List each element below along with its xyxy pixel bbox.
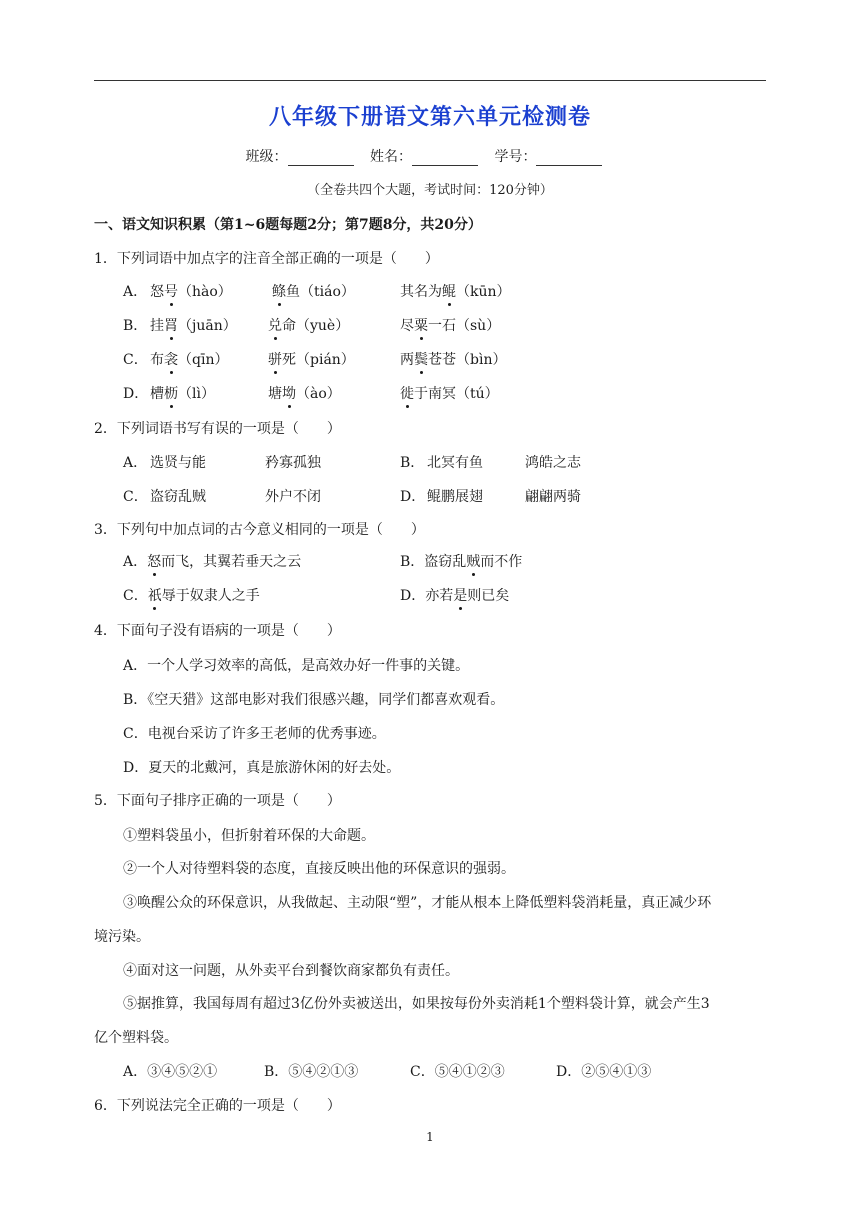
- q5-option-d: D．②⑤④①③: [556, 1064, 652, 1080]
- question-2-stem: 2．下列词语书写有误的一项是（ ）: [94, 421, 341, 437]
- q5-sentence-1: ①塑料袋虽小，但折射着环保的大命题。: [123, 828, 375, 844]
- q1-option-a-item2: 鲦鱼（tiáo）: [272, 281, 355, 301]
- student-info: [0, 146, 860, 166]
- q1-option-b-item3: 尽粟一石（sù）: [400, 315, 500, 335]
- q1-option-c-item1: 布衾（qīn）: [150, 349, 228, 369]
- q2-option-c-word1: 盗窃乱贼: [150, 489, 206, 505]
- question-5-stem: 5．下面句子排序正确的一项是（ ）: [94, 793, 341, 809]
- class-label: 班级：: [245, 149, 288, 165]
- q1-option-a-item3: 其名为鲲（kūn）: [400, 281, 511, 301]
- question-3-stem: 3．下列句中加点词的古今意义相同的一项是（ ）: [94, 522, 425, 538]
- q2-option-a-word2: 矜寡孤独: [265, 455, 321, 471]
- name-label: 姓名：: [370, 149, 412, 165]
- q2-option-c-letter: C．: [123, 489, 148, 505]
- name-blank: [412, 151, 478, 166]
- page-number: 1: [426, 1130, 434, 1144]
- page-title: 八年级下册语文第六单元检测卷: [268, 104, 591, 130]
- q2-option-d-word2: 翩翩两骑: [525, 489, 581, 505]
- q2-option-b-word1: 北冥有鱼: [427, 455, 483, 471]
- q1-option-b-item1: 挂罥（juān）: [150, 315, 237, 335]
- q3-option-d: D．亦若是则已矣: [400, 585, 509, 605]
- question-1-stem: 1．下列词语中加点字的注音全部正确的一项是（ ）: [94, 251, 439, 267]
- q4-option-a: A．一个人学习效率的高低，是高效办好一件事的关键。: [123, 658, 470, 674]
- q3-option-b: B．盗窃乱贼而不作: [400, 551, 522, 571]
- q5-sentence-5-cont: 亿个塑料袋。: [94, 1030, 178, 1046]
- header-rule: [94, 80, 766, 81]
- class-blank: [288, 151, 354, 166]
- q4-option-b: B．《空天猎》这部电影对我们很感兴趣，同学们都喜欢观看。: [123, 692, 505, 708]
- q1-option-a-letter: A．: [123, 284, 148, 300]
- q1-option-c-item2: 骈死（pián）: [268, 349, 355, 369]
- exam-note: （全卷共四个大题，考试时间：120分钟）: [307, 183, 553, 198]
- q1-option-d-item2: 塘坳（ào）: [268, 383, 341, 403]
- q5-option-b: B．⑤④②①③: [264, 1064, 359, 1080]
- q5-option-a: A．③④⑤②①: [123, 1064, 218, 1080]
- q2-option-a-word1: 选贤与能: [150, 455, 206, 471]
- q2-option-c-word2: 外户不闭: [265, 489, 321, 505]
- q2-option-d-letter: D．: [400, 489, 426, 505]
- q2-option-a-letter: A．: [123, 455, 148, 471]
- question-4-stem: 4．下面句子没有语病的一项是（ ）: [94, 623, 341, 639]
- q3-option-a: A．怒而飞，其翼若垂天之云: [123, 551, 301, 571]
- q4-option-c: C．电视台采访了许多王老师的优秀事迹。: [123, 726, 386, 742]
- q5-sentence-5: ⑤据推算，我国每周有超过3亿份外卖被送出，如果按每份外卖消耗1个塑料袋计算，就会产生3: [123, 996, 710, 1012]
- q1-option-a-item1: 怒号（hào）: [150, 281, 232, 301]
- section-heading: 一、语文知识积累（第1~6题每题2分；第7题8分，共20分）: [94, 217, 482, 233]
- id-label: 学号：: [494, 149, 537, 165]
- q5-sentence-4: ④面对这一问题，从外卖平台到餐饮商家都负有责任。: [123, 963, 459, 979]
- question-6-stem: 6．下列说法完全正确的一项是（ ）: [94, 1098, 341, 1114]
- q2-option-b-letter: B．: [400, 455, 425, 471]
- q4-option-d: D．夏天的北戴河，真是旅游休闲的好去处。: [123, 760, 401, 776]
- q1-option-b-letter: B．: [123, 318, 148, 334]
- q1-option-d-item3: 徙于南冥（tú）: [400, 383, 499, 403]
- q5-sentence-3-cont: 境污染。: [94, 929, 150, 945]
- q1-option-c-item3: 两鬓苍苍（bìn）: [400, 349, 506, 369]
- id-blank: [536, 151, 602, 166]
- q2-option-b-word2: 鸿皓之志: [525, 455, 581, 471]
- q1-option-d-item1: 槽枥（lì）: [150, 383, 215, 403]
- q1-option-c-letter: C．: [123, 352, 148, 368]
- q1-option-d-letter: D．: [123, 386, 149, 402]
- q2-option-d-word1: 鲲鹏展翅: [427, 489, 483, 505]
- q5-option-c: C．⑤④①②③: [410, 1064, 505, 1080]
- q1-option-b-item2: 兑命（yuè）: [268, 315, 349, 335]
- q5-sentence-2: ②一个人对待塑料袋的态度，直接反映出他的环保意识的强弱。: [123, 861, 515, 877]
- q3-option-c: C．祇辱于奴隶人之手: [123, 585, 260, 605]
- q5-sentence-3: ③唤醒公众的环保意识，从我做起、主动限“塑”，才能从根本上降低塑料袋消耗量，真正减少环: [123, 895, 712, 911]
